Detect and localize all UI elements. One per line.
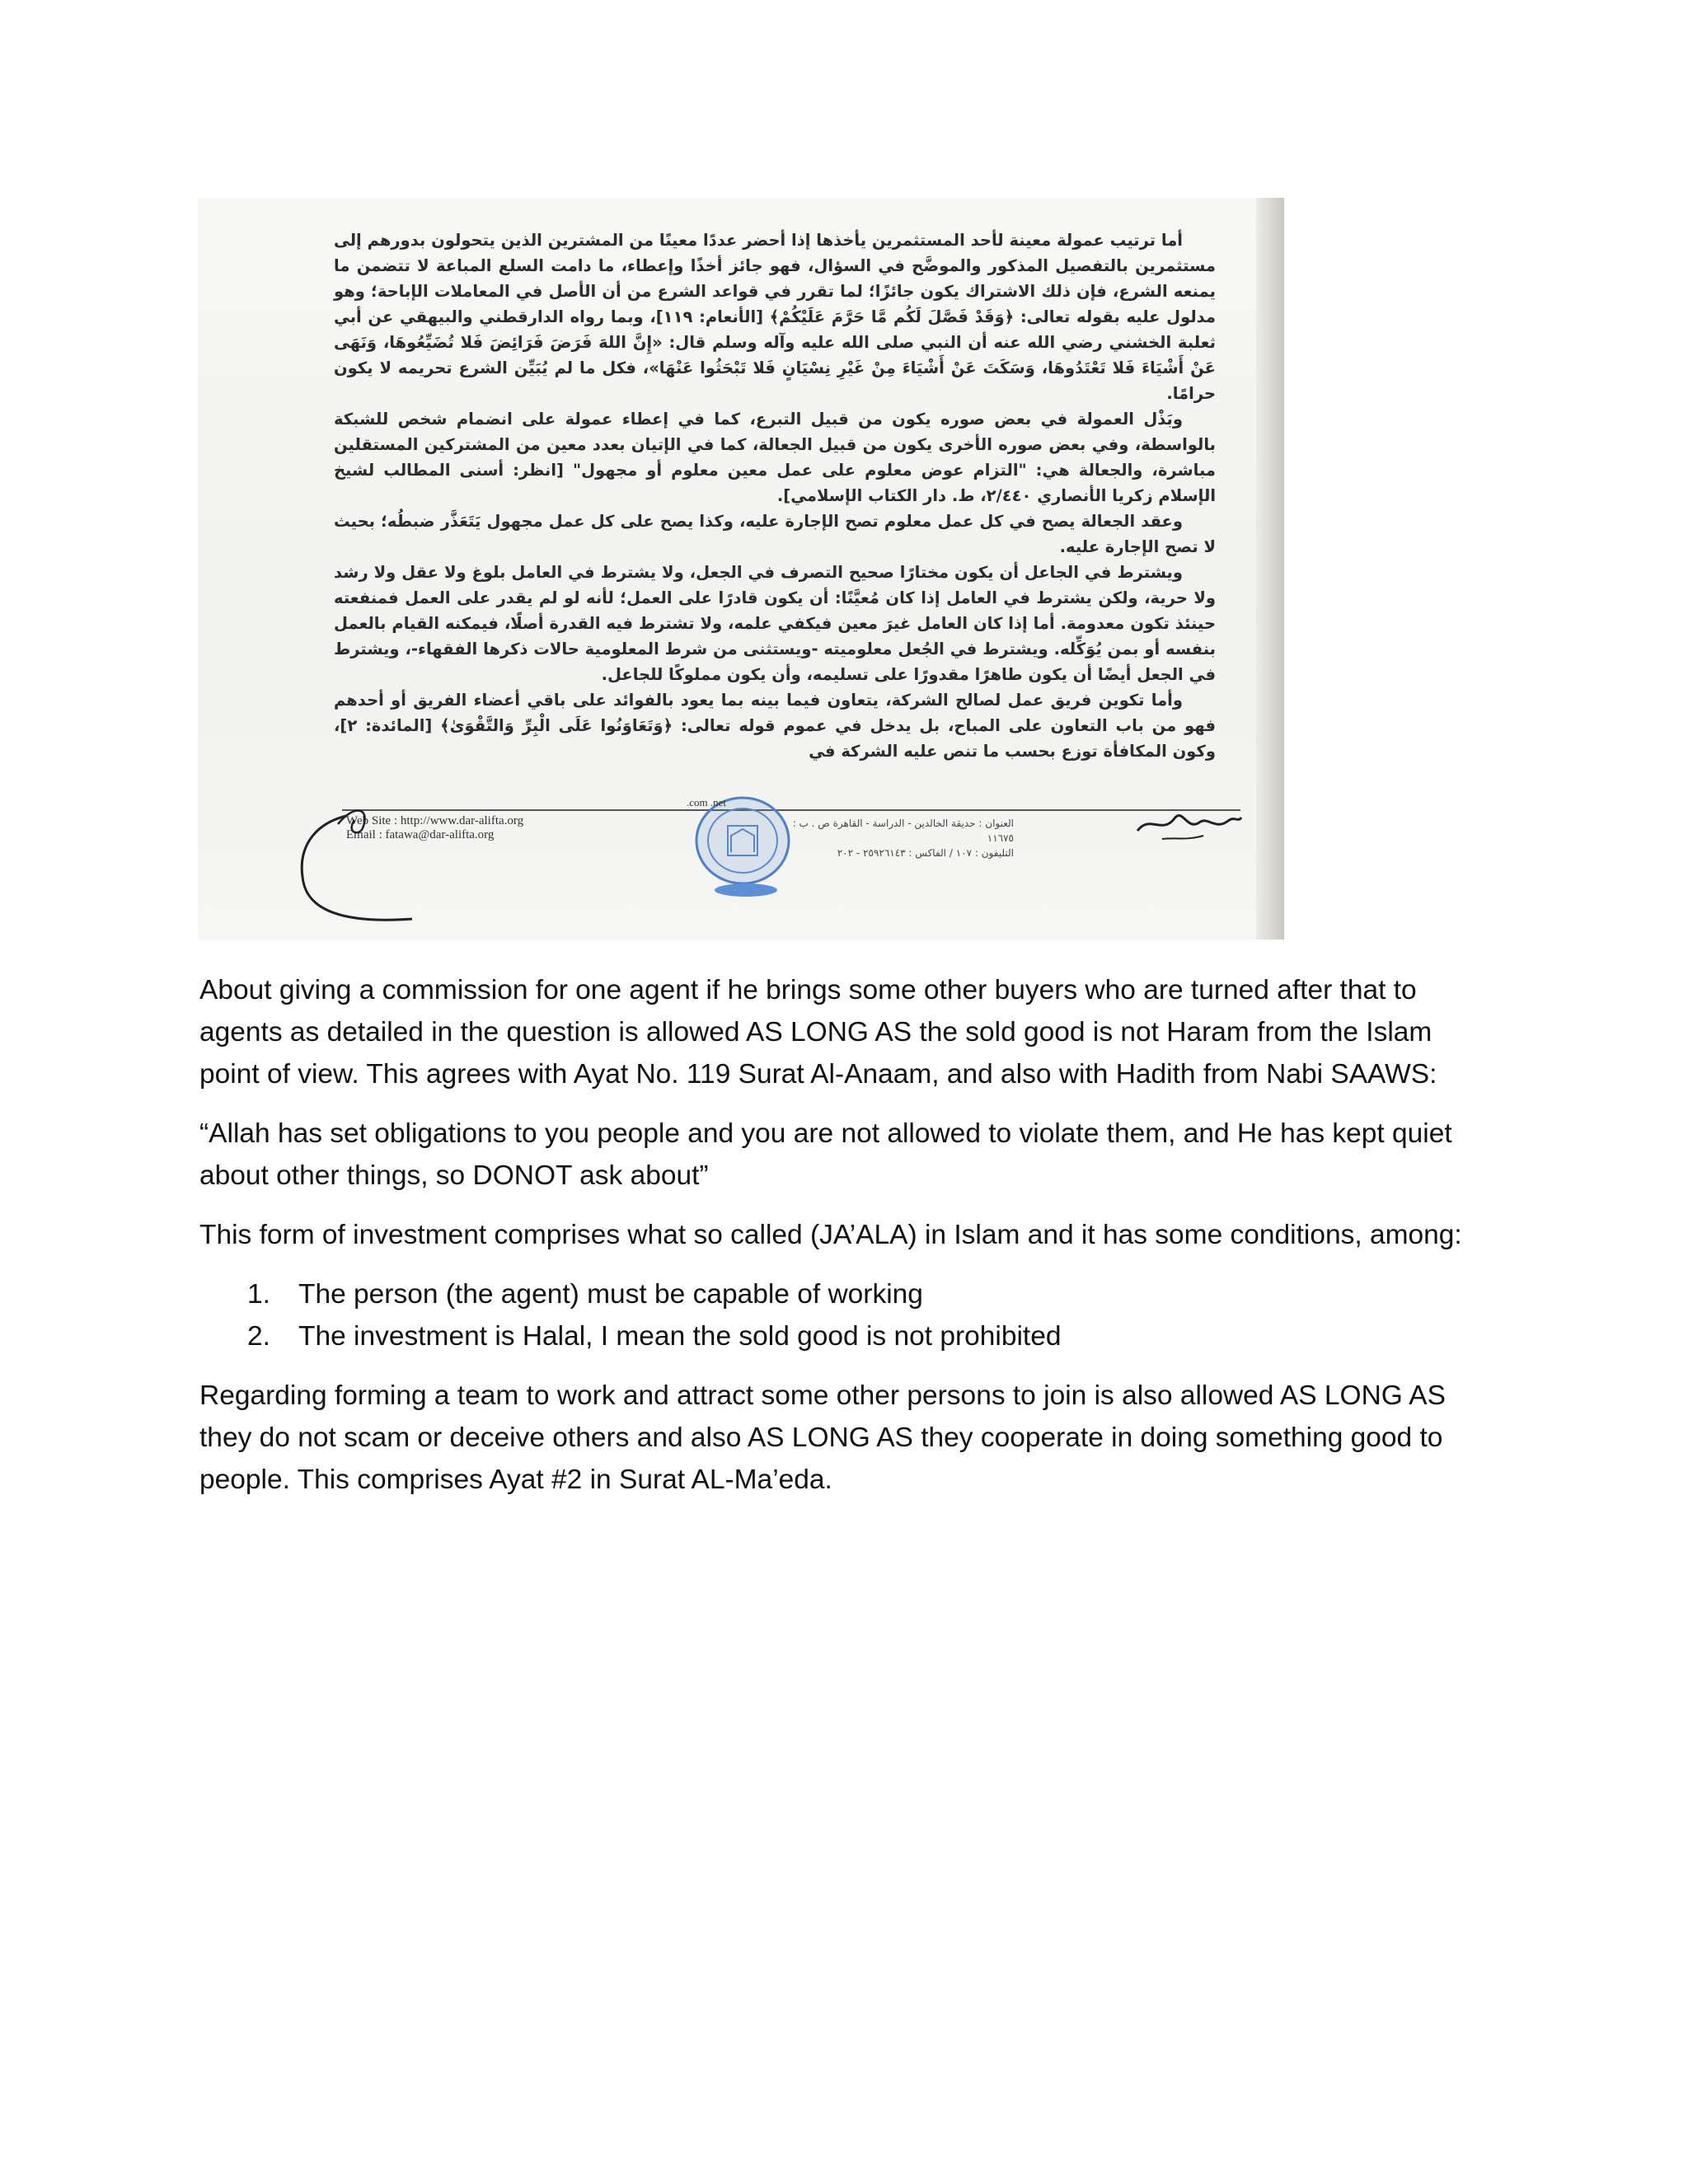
official-seal-icon — [678, 790, 802, 897]
paragraph-hadith-quote: “Allah has set obligations to you people and you are not allowed to violate them, and He has kept quiet about other things, so DONOT ask about” — [199, 1118, 1452, 1191]
phone-text: التليفون : ١٠٧ / الفاكس : ٢٥٩٢٦١٤٣ - ٢٠٢ — [837, 847, 1014, 859]
email-text: Email : fatawa@dar-alifta.org — [346, 828, 495, 841]
translation-body — [199, 969, 1485, 1518]
paragraph-jaala: This form of investment comprises what so called (JA’ALA) in Islam and it has some conditions, among: — [199, 1220, 1462, 1250]
signature-stroke-icon — [280, 799, 437, 931]
list-number: 1. — [247, 1279, 270, 1310]
address-text: العنوان : حديقة الخالدين - الدراسة - القاهرة ص . ب : ١١٦٧٥ — [792, 818, 1014, 844]
signature-icon — [1129, 798, 1245, 847]
list-item — [199, 1315, 1485, 1357]
scan-page-edge — [1256, 198, 1284, 940]
paragraph-team: Regarding forming a team to work and attract some other persons to join is also allowed AS LONG AS they do not scam or deceive others and also AS LONG AS they cooperate in doing something good to people. This comprises Ayat #2 in Surat AL-Ma’eda. — [199, 1380, 1446, 1495]
arabic-paragraph: وبَذْل العمولة في بعض صوره يكون من قبيل التبرع، كما في إعطاء عمولة على انضمام شخص للشبكة بالواسطة، وفي بعض صوره الأخرى يكون من قبيل الجعالة، كما في الإتيان بعدد معين من المشتركين المستقلين مباشرة، والجعالة هي: "التزام عوض معلوم على عمل معين معلوم أو مجهول" [انظر: أسنى المطالب لشيخ الإسلام زكريا الأنصاري ٢/٤٤٠، ط. دار الكتاب الإسلامي]. — [334, 410, 1216, 505]
arabic-paragraph: ويشترط في الجاعل أن يكون مختارًا صحيح التصرف في الجعل، ولا يشترط في العامل بلوغ ولا عقل ولا رشد ولا حرية، ولكن يشترط في العامل إذا كان مُعيَّنًا: أن يكون قادرًا على العمل؛ لأنه لو لم يقدر على العمل فمنفعته حينئذ تكون معدومة. أما إذا كان العامل غيرَ معين فيكفي علمه، ولا تشترط فيه القدرة أصلًا، فيمكنه القيام بالعمل بنفسه أو بمن يُوَكِّله. ويشترط في الجُعل معلوميته -ويستثنى من شرط المعلومية حالات ذكرها الفقهاء-، ويشترط في الجعل أيضًا أن يكون طاهرًا مقدورًا على تسليمه، وأن يكون مملوكًا للجاعل. — [334, 563, 1216, 684]
list-item — [199, 1273, 1485, 1315]
arabic-paragraph: وعقد الجعالة يصح في كل عمل معلوم تصح الإجارة عليه، وكذا يصح على كل عمل مجهول يَتَعَذَّر ضبطُه؛ بحيث لا تصح الإجارة عليه. — [334, 512, 1216, 556]
conditions-list — [199, 1273, 1485, 1357]
arabic-paragraph: أما ترتيب عمولة معينة لأحد المستثمرين يأخذها إذا أحضر عددًا معينًا من المشترين الذين يتحولون بدورهم إلى مستثمرين بالتفصيل المذكور والموضَّح في السؤال، فهو جائز أخذًا وإعطاء، ما دامت السلع المباعة لا تتضمن ما يمنعه الشرع، فإن ذلك الاشتراك يكون جائزًا؛ لما تقرر في قواعد الشرع من أن الأصل في المعاملات الإباحة؛ وهو مدلول عليه بقوله تعالى: ﴿وَقَدْ فَصَّلَ لَكُم مَّا حَرَّمَ عَلَيْكُمْ﴾ [الأنعام: ١١٩]، وبما رواه الدارقطني والبيهقي عن أبي ثعلبة الخشني رضي الله عنه أن النبي صلى الله عليه وآله وسلم قال: «إِنَّ اللهَ فَرَضَ فَرَائِضَ فَلا تُضَيِّعُوهَا، وَنَهَى عَنْ أَشْيَاءَ فَلا تَعْتَدُوهَا، وَسَكَتَ عَنْ أَشْيَاءَ مِنْ غَيْرِ نِسْيَانٍ فَلا تَبْحَثُوا عَنْهَا»، فكل ما لم يُبَيِّن الشرع تحريمه لا يكون حرامًا. — [334, 231, 1216, 403]
seal-com-net-text: .com .net — [687, 796, 727, 808]
paragraph-commission: About giving a commission for one agent if he brings some other buyers who are turned after that to agents as detailed in the question is allowed AS LONG AS the sold good is not Haram from the Islam point of view. This agrees with Ayat No. 119 Surat Al-Anaam, and also with Hadith from Nabi SAAWS: — [199, 975, 1437, 1090]
arabic-paragraph: وأما تكوين فريق عمل لصالح الشركة، يتعاون فيما بينه بما يعود بالفوائد على باقي أعضاء الفريق أو أحدهم فهو من باب التعاون على المباح، بل يدخل في عموم قوله تعالى: ﴿وَتَعَاوَنُوا عَلَى الْبِرِّ وَالتَّقْوَىٰ﴾ [المائدة: ٢]، وكون المكافأة توزع بحسب ما تنص عليه الشركة في — [334, 691, 1216, 761]
arabic-fatwa-text — [334, 227, 1216, 764]
scanned-fatwa-image — [198, 198, 1284, 940]
list-number: 2. — [247, 1321, 270, 1352]
website-text: Web Site : http://www.dar-alifta.org — [346, 814, 524, 827]
list-text: The investment is Halal, I mean the sold good is not prohibited — [298, 1321, 1062, 1352]
letterhead-address — [767, 816, 1014, 860]
list-text: The person (the agent) must be capable of working — [298, 1279, 923, 1310]
